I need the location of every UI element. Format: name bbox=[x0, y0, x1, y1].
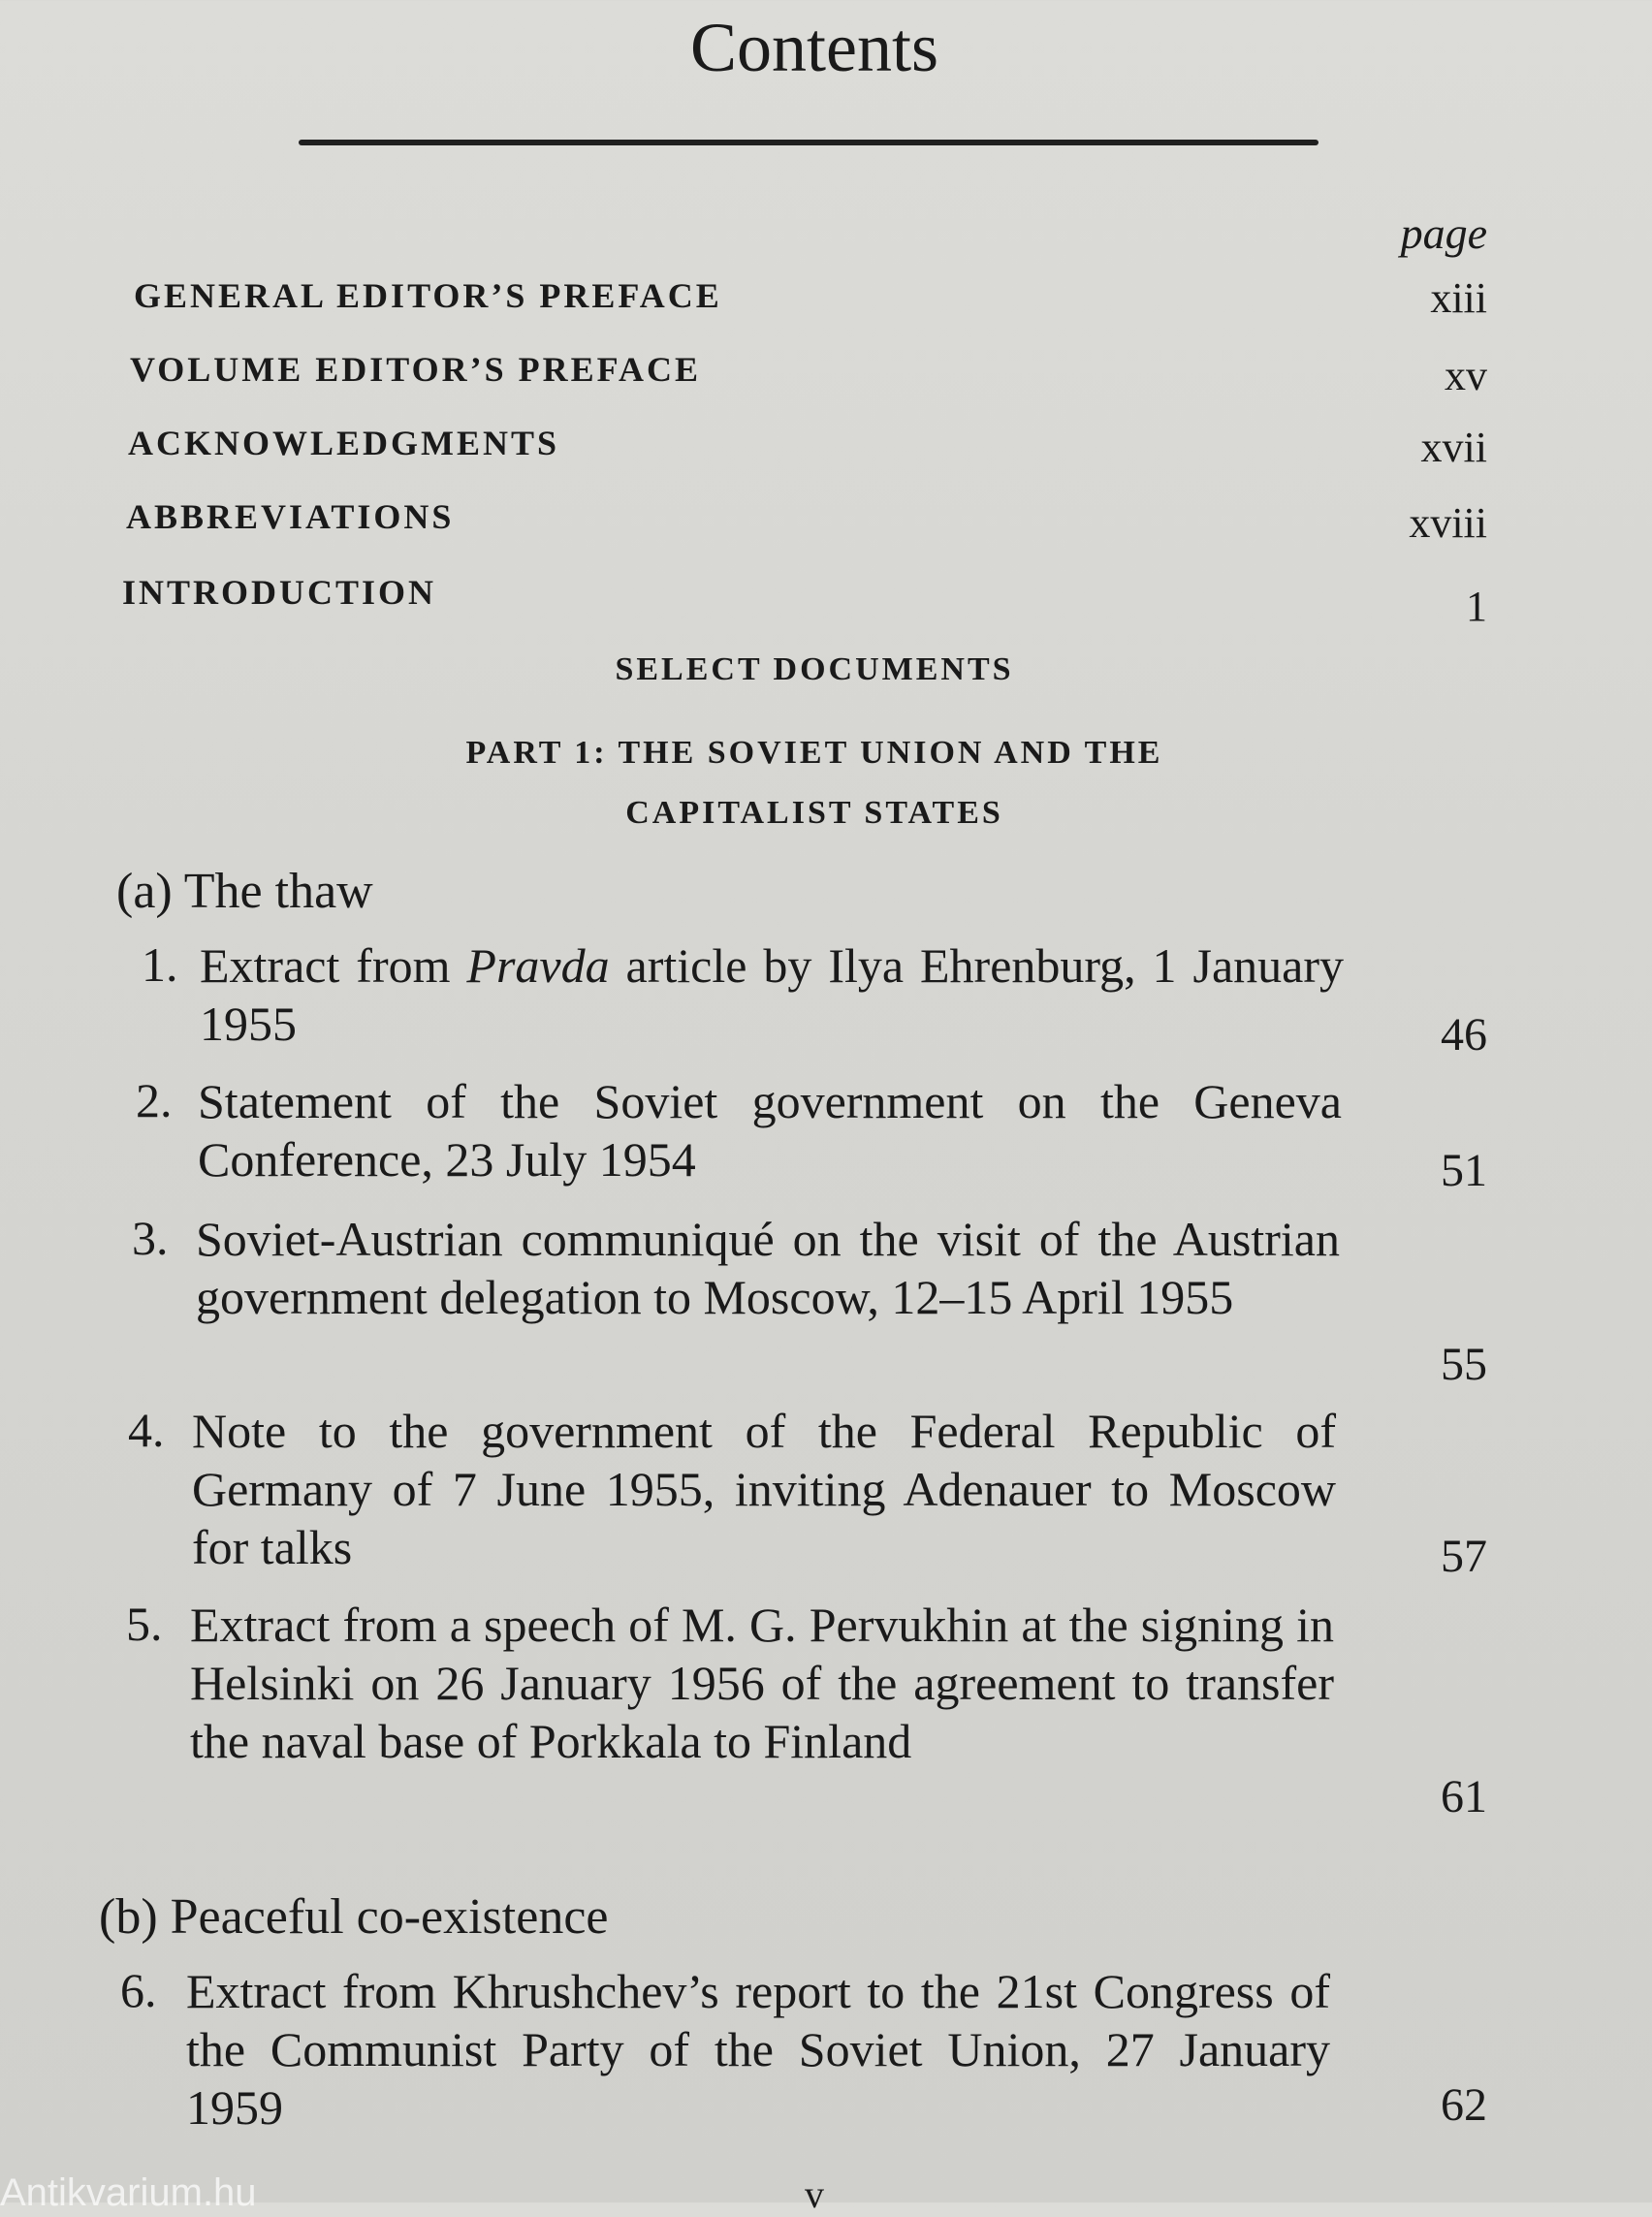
entry-title-part: article by Ilya Ehrenburg, 1 January 1955 bbox=[200, 938, 1344, 1051]
entry-title bbox=[200, 936, 1344, 1053]
entry-number: 1. bbox=[142, 937, 178, 992]
entry-page-number: 51 bbox=[1441, 1145, 1487, 1196]
front-matter-page-number: xvii bbox=[1420, 424, 1487, 471]
entry-page-number: 57 bbox=[1441, 1531, 1487, 1582]
entry-number: 5. bbox=[126, 1597, 163, 1651]
front-matter-page-number: xv bbox=[1445, 352, 1487, 399]
part-heading-line-2: CAPITALIST STATES bbox=[625, 795, 1003, 831]
page-title: Contents bbox=[689, 9, 938, 86]
page-folio: v bbox=[805, 2172, 824, 2216]
section-heading-peaceful-coexistence: (b) Peaceful co-existence bbox=[99, 1889, 609, 1945]
entry-number: 6. bbox=[120, 1963, 157, 2017]
select-documents-heading: SELECT DOCUMENTS bbox=[615, 651, 1014, 687]
front-matter-volume-editors-preface: VOLUME EDITOR’S PREFACE bbox=[130, 350, 701, 389]
entry-page-number: 62 bbox=[1441, 2079, 1487, 2131]
entry-title: Extract from a speech of M. G. Pervukhin at the signing in Helsinki on 26 January 1956 of the agreement to transfer the naval base of Porkkala to Finland bbox=[190, 1598, 1334, 1768]
front-matter-page-number: xiii bbox=[1430, 274, 1487, 322]
front-matter-introduction: INTRODUCTION bbox=[122, 573, 437, 612]
front-matter-acknowledgments: ACKNOWLEDGMENTS bbox=[128, 424, 560, 462]
front-matter-page-number: xviii bbox=[1409, 499, 1487, 547]
entry-number: 2. bbox=[136, 1073, 173, 1127]
entry-page-number: 46 bbox=[1441, 1009, 1487, 1061]
section-heading-thaw: (a) The thaw bbox=[116, 864, 373, 919]
entry-title-italic: Pravda bbox=[466, 938, 610, 993]
entry-page-number: 61 bbox=[1441, 1771, 1487, 1822]
entry-title: Soviet-Austrian communiqué on the visit of the Austrian government delegation to Moscow, 12–15 April 1955 bbox=[196, 1212, 1340, 1324]
front-matter-general-editors-preface: GENERAL EDITOR’S PREFACE bbox=[134, 276, 722, 315]
entry-title: Extract from Khrushchev’s report to the 21st Congress of the Communist Party of the Soviet Union, 27 January 1959 bbox=[186, 1964, 1330, 2135]
page-column-label: page bbox=[1400, 208, 1487, 258]
front-matter-page-number: 1 bbox=[1466, 583, 1487, 630]
entry-title: Note to the government of the Federal Republic of Germany of 7 June 1955, inviting Adenauer to Moscow for talks bbox=[192, 1404, 1336, 1574]
front-matter-abbreviations: ABBREVIATIONS bbox=[126, 497, 455, 536]
watermark: Antikvarium.hu bbox=[0, 2171, 257, 2214]
part-heading-line-1: PART 1: THE SOVIET UNION AND THE bbox=[465, 735, 1163, 771]
entry-page-number: 55 bbox=[1441, 1339, 1487, 1390]
entry-title: Statement of the Soviet government on the Geneva Conference, 23 July 1954 bbox=[198, 1074, 1342, 1187]
entry-number: 3. bbox=[132, 1211, 169, 1265]
entry-number: 4. bbox=[128, 1403, 165, 1457]
entry-title-part: Extract from bbox=[200, 938, 467, 993]
title-rule bbox=[299, 140, 1318, 145]
